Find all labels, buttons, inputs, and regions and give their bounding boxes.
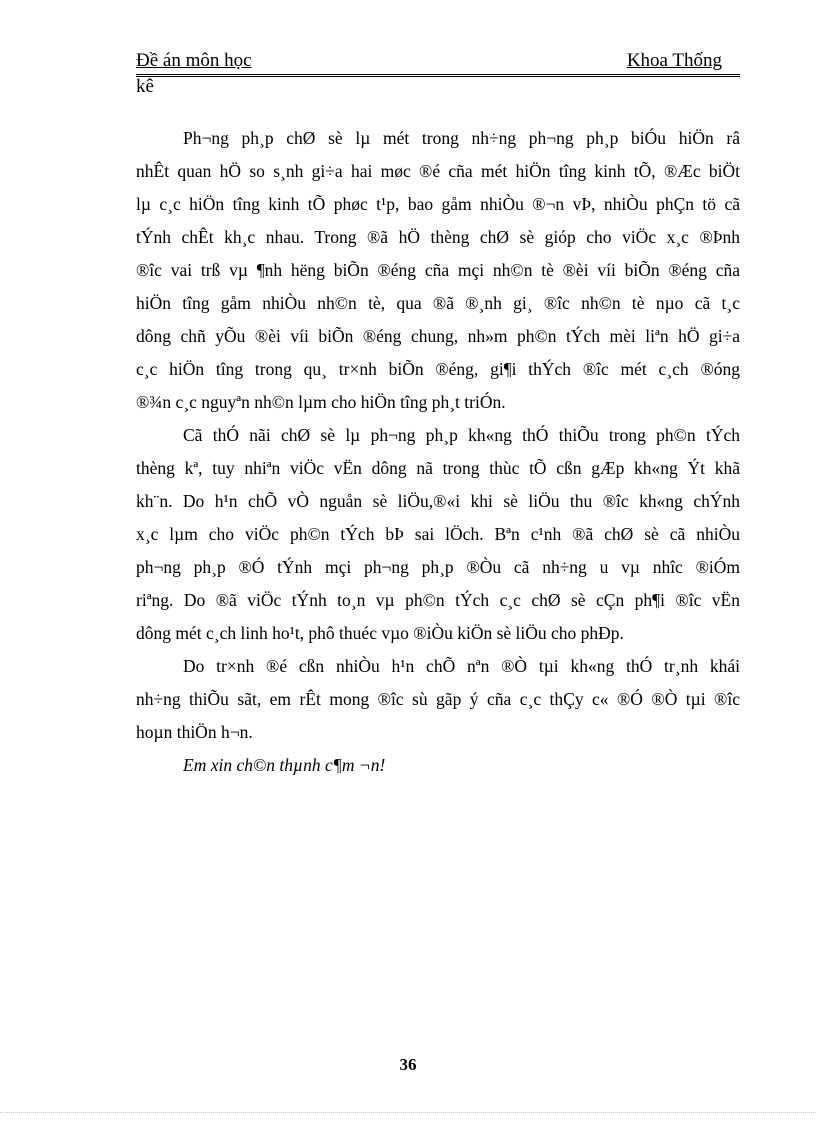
closing-line: Em xin ch©n thµnh c¶m ¬n! bbox=[183, 755, 386, 775]
paragraph-line: riªng. Do ®ã viÖc tÝnh to¸n vµ ph©n tÝch c¸c chØ sè cÇn ph¶i ®îc vËn bbox=[136, 590, 740, 610]
paragraph-line: nhÊt quan hÖ so s¸nh gi÷a hai møc ®é cña mét hiÖn tîng kinh tÕ, ®Æc biÖt bbox=[136, 161, 740, 181]
paragraph-line: ph¬ng ph¸p ®Ó tÝnh mçi ph¬ng ph¸p ®Òu cã nh÷ng u vµ nhîc ®iÓm bbox=[136, 557, 740, 577]
header-right: Khoa Thống bbox=[626, 50, 722, 71]
page-header bbox=[136, 50, 740, 77]
paragraph-line: Do tr×nh ®é cßn nhiÒu h¹n chÕ nªn ®Ò tµi kh«ng thÓ tr¸nh khái bbox=[183, 656, 740, 676]
paragraph-line: ®¾n c¸c nguyªn nh©n lµm cho hiÖn tîng ph¸t triÓn. bbox=[136, 392, 506, 412]
paragraph-line: lµ c¸c hiÖn tîng kinh tÕ phøc t¹p, bao gåm nhiÒu ®¬n vÞ, nhiÒu phÇn tö cã bbox=[136, 194, 740, 214]
paragraph-line: x¸c lµm cho viÖc ph©n tÝch bÞ sai lÖch. Bªn c¹nh ®ã chØ sè cã nhiÒu bbox=[136, 524, 740, 544]
paragraph-line: kh¨n. Do h¹n chÕ vÒ nguån sè liÖu,®«i khi sè liÖu thu ®îc kh«ng chÝnh bbox=[136, 491, 740, 511]
header-left: Đề án môn học bbox=[136, 50, 252, 71]
paragraph-line: hiÖn tîng gåm nhiÒu nh©n tè, qua ®ã ®¸nh gi¸ ®îc nh©n tè nµo cã t¸c bbox=[136, 293, 740, 313]
paragraph-line: dông chñ yÕu ®èi víi biÕn ®éng chung, nh»m ph©n tÝch mèi liªn hÖ gi÷a bbox=[136, 326, 740, 346]
header-right-wrap: kê bbox=[136, 76, 154, 97]
paragraph-line: Ph¬ng ph¸p chØ sè lµ mét trong nh÷ng ph¬ng ph¸p biÓu hiÖn râ bbox=[183, 128, 740, 148]
paragraph-line: dông mét c¸ch linh ho¹t, phô thuéc vµo ®iÒu kiÖn sè liÖu cho phÐp. bbox=[136, 623, 624, 643]
paragraph-line: c¸c hiÖn tîng trong qu¸ tr×nh biÕn ®éng, gi¶i thÝch ®îc mét c¸ch ®óng bbox=[136, 359, 740, 379]
paragraph-line: hoµn thiÖn h¬n. bbox=[136, 722, 253, 742]
paragraph-line: thèng kª, tuy nhiªn viÖc vËn dông nã trong thùc tÕ cßn gÆp kh«ng Ýt khã bbox=[136, 458, 740, 478]
page-bottom-border bbox=[0, 1112, 816, 1113]
paragraph-line: tÝnh chÊt kh¸c nhau. Trong ®ã hÖ thèng chØ sè gióp cho viÖc x¸c ®Þnh bbox=[136, 227, 740, 247]
paragraph-line: ®îc vai trß vµ ¶nh hëng biÕn ®éng cña mçi nh©n tè ®èi víi biÕn ®éng cña bbox=[136, 260, 740, 280]
paragraph-line: nh÷ng thiÕu sãt, em rÊt mong ®îc sù gãp ý cña c¸c thÇy c« ®Ó ®Ò tµi ®îc bbox=[136, 689, 740, 709]
paragraph-line: Cã thÓ nãi chØ sè lµ ph¬ng ph¸p kh«ng thÓ thiÕu trong ph©n tÝch bbox=[183, 425, 740, 445]
page-number: 36 bbox=[399, 1055, 417, 1074]
document-body bbox=[136, 126, 740, 786]
